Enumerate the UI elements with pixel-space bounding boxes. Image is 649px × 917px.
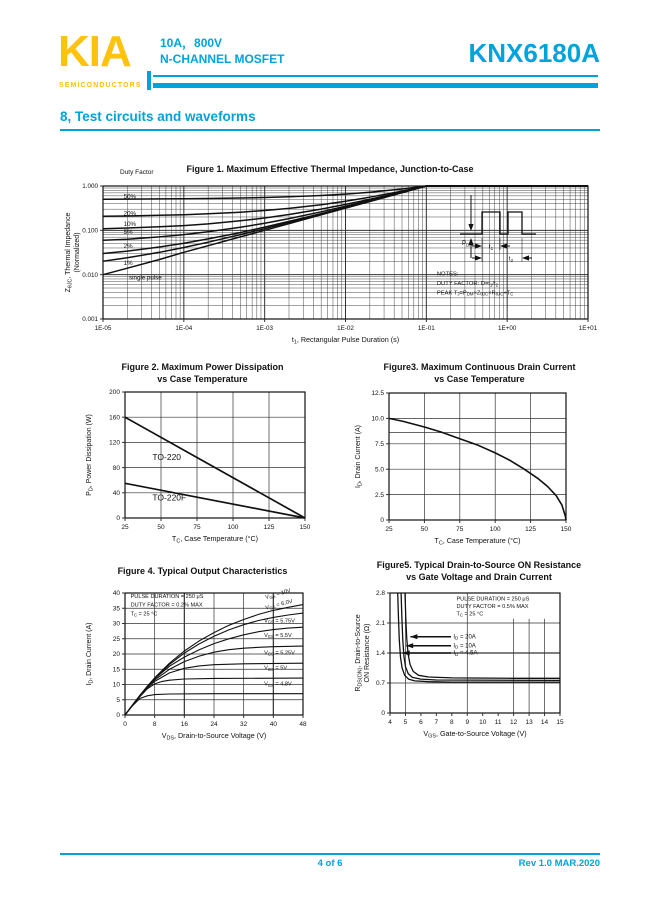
- fig5-title-line2: vs Gate Voltage and Drain Current: [406, 572, 552, 582]
- fig1-title: Figure 1. Maximum Effective Thermal Impedance, Junction-to-Case: [186, 164, 474, 174]
- fig3-title-line1: Figure3. Maximum Continuous Drain Current: [383, 362, 576, 372]
- svg-text:25: 25: [121, 524, 129, 531]
- svg-text:30: 30: [112, 620, 120, 628]
- svg-text:48: 48: [299, 721, 307, 728]
- svg-text:DUTY FACTOR = 0.2% MAX: DUTY FACTOR = 0.2% MAX: [130, 602, 203, 609]
- svg-text:0.010: 0.010: [82, 271, 98, 279]
- svg-text:VGS = 4.8V: $V_{GS} = 4.8V$: [264, 681, 292, 688]
- kia-logo: KIA: [58, 27, 131, 76]
- svg-text:ID, Drain Current (A): $I_D$, Drain Current (A): [86, 622, 95, 686]
- svg-text:TO-220: TO-220: [152, 452, 182, 463]
- svg-text:(Normalized): (Normalized): [74, 232, 81, 273]
- fig3-title-line2: vs Case Temperature: [434, 374, 525, 384]
- svg-text:TC = 25 °C: $T_C = 25$ °C: [456, 611, 484, 618]
- device-rating: 10A，800V: [160, 36, 223, 50]
- svg-text:VGS = 10V: $V_{GS} = 10V$: [264, 588, 292, 602]
- svg-text:150: 150: [299, 524, 311, 531]
- svg-text:20: 20: [112, 651, 120, 659]
- fig5-rdson-chart: [352, 585, 610, 750]
- svg-text:125: 125: [525, 526, 537, 533]
- svg-text:1.4: 1.4: [375, 650, 385, 658]
- svg-text:5%: 5%: [123, 229, 133, 237]
- svg-text:11: 11: [494, 719, 502, 726]
- svg-text:13: 13: [525, 719, 533, 726]
- part-number: KNX6180A: [468, 38, 600, 68]
- section-title: 8, Test circuits and waveforms: [60, 109, 256, 124]
- svg-text:DUTY FACTOR = 0.5% MAX: DUTY FACTOR = 0.5% MAX: [456, 604, 529, 610]
- svg-text:25: 25: [385, 526, 393, 533]
- svg-text:2.5: 2.5: [374, 491, 384, 499]
- svg-text:50: 50: [157, 524, 165, 531]
- svg-text:40: 40: [112, 490, 120, 497]
- fig2-power-dissipation-chart: [75, 384, 330, 549]
- svg-text:0: 0: [116, 515, 120, 523]
- svg-text:0.7: 0.7: [375, 680, 385, 688]
- svg-text:ID = 10A: $I_D = 10A$: [453, 643, 476, 650]
- svg-text:VGS = 6.0V: $V_{GS} = 6.0V$: [264, 598, 294, 612]
- header-rule-thick: [153, 83, 598, 88]
- svg-text:ID = 4.5A: $I_D = 4.5A$: [453, 650, 478, 658]
- svg-text:1E+00: 1E+00: [497, 325, 517, 332]
- svg-text:16: 16: [180, 721, 188, 728]
- device-type: N-CHANNEL MOSFET: [160, 52, 285, 66]
- svg-text:1E-01: 1E-01: [417, 325, 435, 332]
- svg-text:125: 125: [263, 524, 275, 531]
- svg-text:DUTY FACTOR: D=t1/t2: DUTY FACTOR: $D=t_1/t_2$: [436, 281, 498, 288]
- fig1-duty-factor-label: Duty Factor: [120, 169, 154, 176]
- svg-text:200: 200: [109, 389, 120, 397]
- svg-text:0.100: 0.100: [82, 227, 98, 235]
- fig2-title-line1: Figure 2. Maximum Power Dissipation: [121, 362, 284, 372]
- svg-text:8: 8: [152, 721, 157, 728]
- svg-text:PD, Power Dissipation (W): $P_D$, Power Dissipation (W): [86, 414, 95, 496]
- footer-rule: [60, 853, 600, 855]
- footer-revision: Rev 1.0 MAR.2020: [518, 858, 600, 869]
- svg-text:TO-220F: TO-220F: [152, 492, 187, 503]
- svg-text:10: 10: [479, 719, 487, 726]
- header-rule-thin: [153, 75, 598, 77]
- fig4-output-characteristics-chart: [75, 585, 330, 750]
- svg-text:ON Resistance (Ω): ON Resistance (Ω): [364, 623, 371, 683]
- svg-text:1E-04: 1E-04: [175, 325, 193, 332]
- svg-text:4: 4: [388, 719, 392, 726]
- footer-page-number: 4 of 6: [317, 858, 343, 869]
- svg-text:7: 7: [434, 719, 439, 726]
- svg-text:5: 5: [116, 696, 120, 704]
- svg-text:20%: 20%: [123, 210, 137, 218]
- svg-text:0: 0: [116, 712, 120, 720]
- svg-text:2%: 2%: [123, 242, 133, 250]
- svg-text:TC = 25 °C: $T_C = 25$ °C: [130, 611, 158, 618]
- svg-text:12.5: 12.5: [371, 390, 384, 398]
- fig4-title: Figure 4. Typical Output Characteristics: [117, 566, 288, 576]
- svg-text:TC, Case Temperature (°C): $T_C$, Case Temperature (°C): [434, 536, 521, 547]
- svg-text:32: 32: [240, 721, 248, 728]
- svg-text:10%: 10%: [123, 221, 137, 229]
- svg-text:15: 15: [112, 666, 120, 674]
- fig1-thermal-impedance-chart: [60, 162, 600, 348]
- svg-text:PEAK TJ=PDM×ZθJC×RθJC+TC: PEAK $T_J=P_{DM}\times Z_{\theta JC}\times R_{\theta JC}+T_C$: [436, 290, 514, 297]
- fig3-drain-current-chart: [352, 384, 607, 549]
- svg-text:t2: $t_2$: [508, 256, 514, 263]
- svg-text:PULSE DURATION = 250 μS: PULSE DURATION = 250 μS: [130, 594, 204, 601]
- svg-text:15: 15: [556, 719, 564, 726]
- svg-text:14: 14: [540, 719, 549, 726]
- svg-text:160: 160: [109, 414, 120, 422]
- svg-text:PULSE DURATION = 250 μS: PULSE DURATION = 250 μS: [456, 596, 530, 603]
- svg-text:2.8: 2.8: [375, 590, 385, 598]
- svg-text:VGS = 5V: $V_{GS} = 5V$: [264, 665, 288, 672]
- fig5-title-line1: Figure5. Typical Drain-to-Source ON Resistance: [376, 560, 582, 570]
- svg-text:5: 5: [403, 719, 408, 726]
- fig2-title-line2: vs Case Temperature: [157, 374, 248, 384]
- svg-text:t1: $t_1$: [488, 244, 494, 251]
- svg-text:VGS, Gate-to-Source Voltage (V: $V_{GS}$, Gate-to-Source Voltage (V): [423, 729, 527, 740]
- svg-text:VDS, Drain-to-Source Voltage (: $V_{DS}$, Drain-to-Source Voltage (V): [161, 731, 267, 742]
- svg-text:24: 24: [210, 721, 218, 728]
- svg-text:80: 80: [112, 464, 120, 472]
- svg-text:NOTES:: NOTES:: [436, 271, 459, 278]
- svg-text:120: 120: [109, 439, 120, 447]
- svg-text:0.001: 0.001: [82, 316, 98, 324]
- svg-text:6: 6: [419, 719, 423, 726]
- svg-text:0: 0: [380, 517, 384, 525]
- svg-text:150: 150: [560, 526, 572, 533]
- svg-text:75: 75: [193, 524, 201, 531]
- svg-text:VGS = 5.75V: $V_{GS} = 5.75V$: [264, 618, 295, 625]
- svg-text:1E-02: 1E-02: [337, 325, 354, 332]
- svg-text:100: 100: [227, 524, 239, 531]
- svg-text:RDS(ON), Drain-to-Source: $R_{DS(ON)}$, Drain-to-Source: [355, 614, 364, 692]
- kia-logo-subtext: SEMICONDUCTORS: [59, 82, 142, 89]
- header-vertical-bar: [147, 71, 151, 90]
- svg-text:1%: 1%: [123, 260, 133, 268]
- svg-text:40: 40: [112, 590, 120, 598]
- svg-text:8: 8: [450, 719, 454, 726]
- svg-text:ID, Drain Current (A): $I_D$, Drain Current (A): [355, 425, 364, 488]
- svg-text:9: 9: [465, 719, 470, 726]
- svg-text:75: 75: [456, 526, 464, 533]
- svg-text:ZθJC, Thermal Impedance: $Z_{\theta JC}$, Thermal Impedance: [65, 212, 74, 293]
- svg-text:10: 10: [112, 681, 120, 689]
- svg-text:40: 40: [269, 721, 277, 728]
- svg-text:100: 100: [489, 526, 501, 533]
- svg-text:35: 35: [112, 605, 120, 613]
- svg-text:1E+01: 1E+01: [578, 325, 598, 332]
- svg-text:0: 0: [381, 710, 385, 718]
- svg-text:ID = 20A: $I_D = 20A$: [453, 634, 476, 641]
- svg-text:50%: 50%: [123, 193, 137, 201]
- svg-text:10.0: 10.0: [371, 415, 384, 423]
- svg-text:single pulse: single pulse: [129, 274, 162, 282]
- svg-text:t1, Rectangular Pulse Duration: $t_1$, Rectangular Pulse Duration (s): [291, 335, 400, 346]
- svg-text:50: 50: [420, 526, 429, 533]
- svg-text:12: 12: [510, 719, 518, 726]
- section-underline: [60, 129, 600, 131]
- svg-text:VGS = 5.25V: $V_{GS} = 5.25V$: [264, 650, 295, 657]
- svg-text:1E-05: 1E-05: [94, 325, 112, 332]
- svg-text:TC, Case Temperature (°C): $T_C$, Case Temperature (°C): [171, 534, 259, 545]
- svg-text:0: 0: [123, 721, 127, 728]
- svg-text:PDM: $P_{DM}$: [462, 241, 474, 248]
- svg-text:1E-03: 1E-03: [256, 325, 274, 332]
- svg-text:1.000: 1.000: [82, 183, 98, 191]
- svg-text:VGS = 5.5V: $V_{GS} = 5.5V$: [264, 632, 292, 640]
- svg-text:7.5: 7.5: [374, 441, 384, 448]
- svg-text:5.0: 5.0: [374, 466, 384, 474]
- svg-text:2.1: 2.1: [375, 620, 385, 628]
- svg-text:25: 25: [112, 635, 120, 643]
